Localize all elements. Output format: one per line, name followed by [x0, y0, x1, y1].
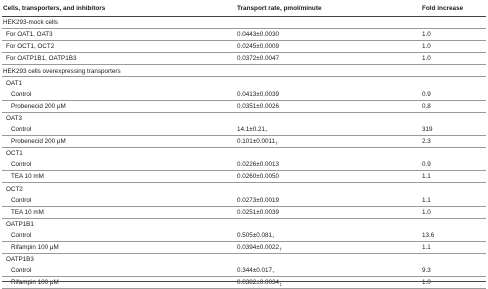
fold-increase-cell: 0.9	[422, 161, 431, 169]
table-row	[2, 159, 486, 171]
fold-increase-cell: 0.9	[422, 90, 431, 98]
significance-marker: †	[275, 141, 278, 147]
row-label: For OCT1, OCT2	[6, 43, 55, 51]
row-label: OCT2	[6, 185, 23, 193]
table-subheader-row	[2, 183, 486, 194]
fold-increase-cell: 1.0	[422, 279, 431, 287]
transport-rate-value: 0.344±0.017	[237, 267, 272, 275]
table-row	[2, 41, 486, 53]
fold-increase-cell: 1.1	[422, 196, 431, 204]
transport-rate-cell	[237, 31, 279, 38]
table-row	[2, 194, 486, 206]
transport-rate-value: 0.0273±0.0019	[237, 196, 279, 204]
table-header-row	[2, 2, 486, 17]
transport-rate-cell	[237, 243, 282, 253]
table-section-row	[2, 65, 486, 77]
row-label: OATP1B1	[6, 220, 34, 228]
header-cells-transporters-inhibitors: Cells, transporters, and inhibitors	[3, 5, 106, 12]
transport-rate-value: 0.505±0.081	[237, 231, 272, 239]
row-label: Probenecid 200 μM	[11, 102, 66, 110]
row-label: Control	[11, 90, 32, 98]
table-subheader-row	[2, 219, 486, 230]
transport-rate-table	[2, 2, 486, 289]
table-body	[2, 17, 486, 289]
fold-increase-cell: 9.3	[422, 267, 431, 275]
transport-rate-cell	[237, 173, 279, 180]
table-row	[2, 207, 486, 219]
fold-increase-cell: 1.1	[422, 173, 431, 181]
transport-rate-value: 0.0372±0.0047	[237, 55, 279, 63]
fold-increase-cell: 1.0	[422, 43, 431, 51]
transport-rate-value: 0.0245±0.0009	[237, 43, 279, 51]
row-label: OCT1	[6, 150, 23, 158]
row-label: Rifampin 100 μM	[11, 243, 59, 251]
significance-marker: *	[272, 270, 275, 276]
transport-rate-cell	[237, 126, 268, 135]
table-row	[2, 265, 486, 277]
row-label: Control	[11, 267, 32, 275]
table-row	[2, 136, 486, 148]
table-subheader-row	[2, 254, 486, 265]
table-row	[2, 124, 486, 136]
row-label: OATP1B3	[6, 256, 34, 264]
fold-increase-cell: 319	[422, 126, 433, 134]
transport-rate-value: 0.0226±0.0013	[237, 161, 279, 169]
table-row	[2, 242, 486, 254]
row-label: TEA 10 mM	[11, 173, 44, 181]
transport-rate-cell	[237, 138, 278, 147]
row-label: Control	[11, 231, 32, 239]
row-label: Rifampin 100 μM	[11, 279, 59, 287]
table-row	[2, 171, 486, 183]
table-row	[2, 277, 486, 289]
row-label: For OATP1B1, OATP1B3	[6, 55, 77, 63]
fold-increase-cell: 0.8	[422, 102, 431, 110]
table-section-row	[2, 17, 486, 29]
transport-rate-cell	[237, 161, 279, 168]
transport-rate-value: 0.0394±0.0022	[237, 243, 279, 251]
row-label: HEK293 cells overexpressing transporters	[3, 67, 121, 75]
transport-rate-value: 0.101±0.0011	[237, 138, 276, 146]
row-label: OAT1	[6, 79, 22, 87]
row-label: For OAT1, OAT3	[6, 31, 53, 39]
row-label: Control	[11, 126, 32, 134]
table-row	[2, 230, 486, 242]
table-subheader-row	[2, 77, 486, 88]
table-row	[2, 29, 486, 41]
transport-rate-cell	[237, 91, 279, 98]
transport-rate-cell	[237, 209, 279, 216]
row-label: OAT3	[6, 114, 22, 122]
transport-rate-cell	[237, 197, 279, 204]
transport-rate-cell	[237, 103, 279, 110]
table-subheader-row	[2, 113, 486, 124]
significance-marker: ‡	[279, 282, 282, 288]
table-subheader-row	[2, 148, 486, 159]
table-row	[2, 101, 486, 113]
transport-rate-value: 14.1±0.21	[237, 126, 265, 134]
row-label: HEK293-mock cells	[3, 19, 58, 27]
fold-increase-cell: 1.1	[422, 243, 431, 251]
table-row	[2, 89, 486, 101]
fold-increase-cell: 1.0	[422, 31, 431, 39]
transport-rate-value: 0.0351±0.0026	[237, 102, 279, 110]
transport-rate-value: 0.0413±0.0039	[237, 90, 279, 98]
row-label: Probenecid 200 μM	[11, 138, 66, 146]
fold-increase-cell: 2.3	[422, 138, 431, 146]
transport-rate-cell	[237, 267, 275, 276]
fold-increase-cell: 13.6	[422, 231, 435, 239]
transport-rate-cell	[237, 43, 279, 50]
row-label: Control	[11, 196, 32, 204]
fold-increase-cell: 1.0	[422, 208, 431, 216]
header-fold-increase: Fold increase	[422, 5, 464, 12]
transport-rate-value: 0.0251±0.0039	[237, 208, 279, 216]
fold-increase-cell: 1.0	[422, 55, 431, 63]
significance-marker: †	[279, 247, 282, 253]
row-label: TEA 10 mM	[11, 208, 44, 216]
significance-marker: *	[272, 235, 275, 241]
significance-marker: *	[265, 129, 268, 135]
transport-rate-value: 0.0382±0.0034	[237, 279, 279, 287]
transport-rate-cell	[237, 55, 279, 62]
transport-rate-cell	[237, 231, 275, 241]
table-row	[2, 53, 486, 65]
row-label: Control	[11, 161, 32, 169]
transport-rate-value: 0.0260±0.0050	[237, 173, 279, 181]
transport-rate-value: 0.0443±0.0030	[237, 31, 279, 39]
table-bottom-rule	[2, 281, 486, 282]
header-transport-rate: Transport rate, pmol/minute	[237, 5, 322, 12]
